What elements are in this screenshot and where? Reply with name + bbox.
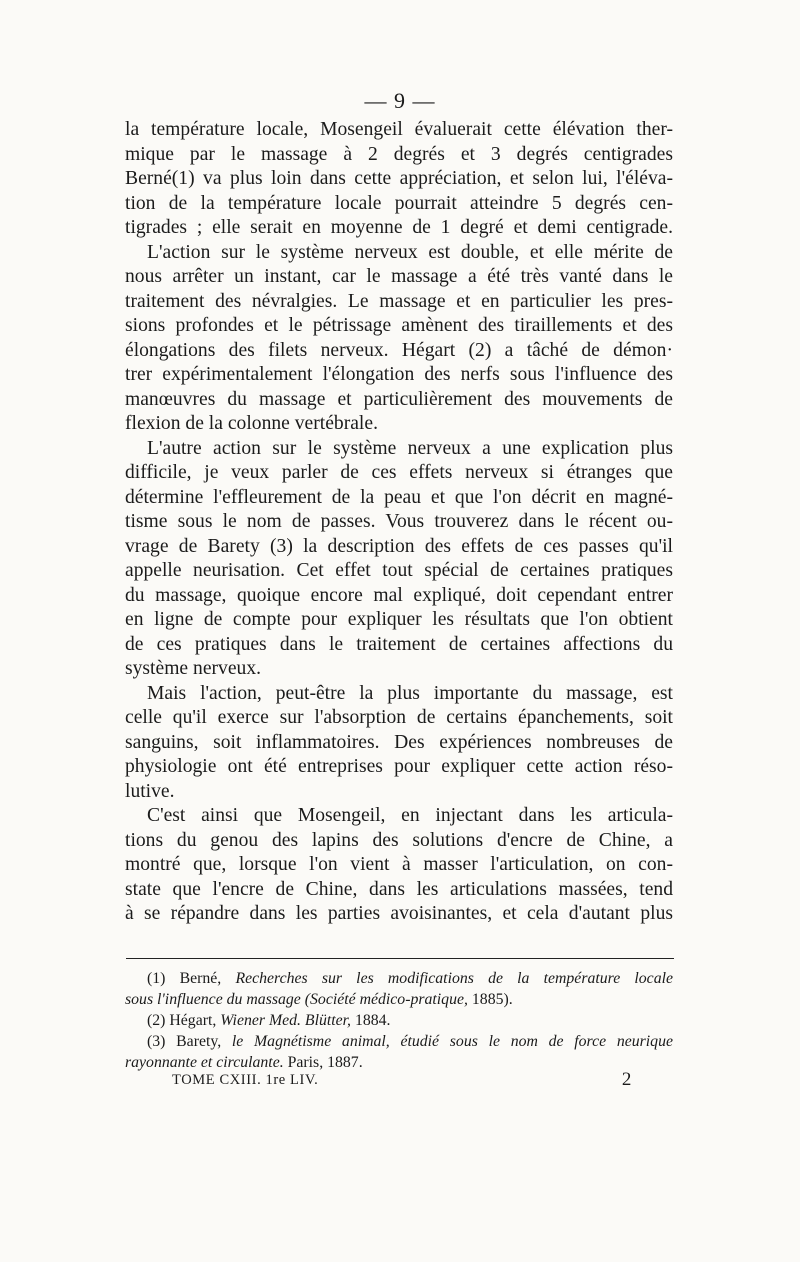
text-line: en ligne de compte pour expliquer les résultats que l'on obtient [125, 609, 673, 630]
text-line: tigrades ; elle serait en moyenne de 1 degré et demi centigrade. [125, 217, 673, 238]
signature-label: TOME CXIII. 1re LIV. [172, 1072, 319, 1088]
text-line: Mais l'action, peut-être la plus importante du massage, est [147, 682, 673, 704]
footnote-year: 1884. [354, 1012, 391, 1029]
text-line: lutive. [125, 780, 175, 802]
text-line: vrage de Barety (3) la description des effets de ces passes qu'il [125, 535, 673, 557]
footnote-title: le Magnétisme animal, étudié sous le nom de force neurique [231, 1033, 673, 1050]
body-text [125, 118, 673, 927]
text-line: traitement des névralgies. Le massage et en particulier les pres- [125, 290, 673, 312]
text-line: difficile, je veux parler de ces effets nerveux si étranges que [125, 462, 673, 483]
footnote-year: 1887. [327, 1054, 363, 1071]
footnote-mark: (2) [147, 1012, 166, 1029]
footnote-title: Wiener Med. Blütter, [220, 1012, 351, 1029]
footnote-1 [125, 968, 673, 989]
footnote-1-cont [125, 989, 673, 1010]
printer-signature [172, 1069, 632, 1091]
footnote-2 [125, 1010, 673, 1031]
footnote-mark: (3) [147, 1033, 166, 1050]
text-line: la température locale, Mosengeil évaluerait cette élévation ther- [125, 119, 673, 140]
footnote-3 [125, 1031, 673, 1052]
signature-number: 2 [621, 1069, 632, 1090]
footnote-3-cont [125, 1052, 673, 1073]
text-line: appelle neurisation. Cet effet tout spécial de certaines pratiques [125, 560, 673, 581]
text-line: du massage, quoique encore mal expliqué, doit cependant entrer [125, 584, 673, 606]
text-line: élongations des filets nerveux. Hégart (2) a tâché de démon· [125, 339, 673, 361]
text-line: sanguins, soit inflammatoires. Des expériences nombreuses de [125, 731, 673, 753]
text-line: tion de la température locale pourrait atteindre 5 degrés cen- [125, 192, 673, 214]
footnote-author: Hégart, [169, 1012, 217, 1029]
text-line: flexion de la colonne vertébrale. [125, 413, 378, 434]
footnote-source: (Société médico-pratique, [304, 991, 468, 1008]
footnote-year: 1885). [471, 991, 513, 1008]
footnote-place: Paris, [287, 1054, 324, 1071]
text-line: L'autre action sur le système nerveux a une explication plus [147, 437, 673, 459]
text-line: tions du genou des lapins des solutions d'encre de Chine, a [125, 829, 673, 851]
text-line: détermine l'effleurement de la peau et que l'on décrit en magné- [125, 486, 673, 508]
text-line: Berné(1) va plus loin dans cette appréciation, et selon lui, l'éléva- [125, 168, 673, 189]
text-line: mique par le massage à 2 degrés et 3 degrés centigrades [125, 143, 673, 165]
text-line: trer expérimentalement l'élongation des nerfs sous l'influence des [125, 364, 673, 385]
footnote-title-cont: sous l'influence du massage [125, 991, 301, 1008]
text-line: celle qu'il exerce sur l'absorption de certains épanchements, soit [125, 707, 673, 728]
text-line: sions profondes et le pétrissage amènent des tiraillements et des [125, 315, 673, 336]
footnote-author: Berné, [179, 970, 222, 987]
text-line: L'action sur le système nerveux est double, et elle mérite de [147, 241, 673, 263]
footnote-title-cont: rayonnante et circulante. [125, 1054, 284, 1071]
footnote-title: Recherches sur les modifications de la température locale [235, 970, 673, 987]
text-line: physiologie ont été entreprises pour expliquer cette action réso- [125, 756, 673, 777]
text-line: C'est ainsi que Mosengeil, en injectant dans les articula- [147, 805, 673, 826]
footnotes [125, 968, 673, 1073]
page-number: — 9 — [364, 88, 436, 113]
text-line: montré que, lorsque l'on vient à masser l'articulation, on con- [125, 854, 673, 875]
text-line: tisme sous le nom de passes. Vous trouverez dans le récent ou- [125, 511, 673, 532]
text-line: nous arrêter un instant, car le massage a été très vanté dans le [125, 266, 673, 287]
text-line: à se répandre dans les parties avoisinantes, et cela d'autant plus [125, 903, 673, 924]
text-line: système nerveux. [125, 658, 262, 679]
text-line: state que l'encre de Chine, dans les articulations massées, tend [125, 878, 673, 900]
footnote-author: Barety, [176, 1033, 222, 1050]
footnote-divider [126, 958, 674, 959]
text-line: manœuvres du massage et particulièrement des mouvements de [125, 388, 673, 410]
footnote-mark: (1) [147, 970, 166, 987]
text-line: de ces pratiques dans le traitement de certaines affections du [125, 633, 673, 655]
